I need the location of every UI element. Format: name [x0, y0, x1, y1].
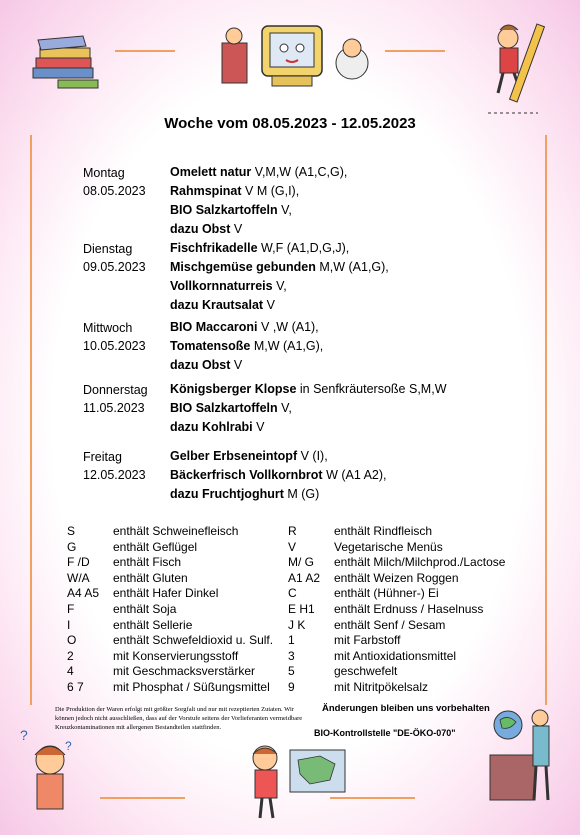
allergen-codes: V — [266, 298, 275, 312]
day-dishes — [170, 380, 447, 437]
legend-code: I — [67, 617, 71, 632]
allergen-codes: V, — [281, 203, 292, 217]
dish-line — [170, 399, 447, 418]
dish-line — [170, 296, 389, 315]
thinking-child-clipart — [15, 720, 85, 815]
dish-name: Tomatensoße — [170, 339, 251, 353]
production-note: Die Produktion der Waren erfolgt mit größter Sorgfalt und nur mit rezeptierten Zutaten. Wir können jedoch nicht ausschließen, dass auf der Vorstufe seitens der Vorlieferanten vermeidbare Kreuzkontaminationen mit allergenen Bestandteilen stattfinden. — [55, 706, 303, 731]
day-date: 08.05.2023 — [83, 184, 146, 198]
legend-row — [288, 602, 505, 618]
dish-name: BIO Salzkartoffeln — [170, 401, 278, 415]
dish-line — [170, 447, 387, 466]
top-rule-right — [385, 50, 445, 52]
legend-row — [67, 633, 273, 649]
allergen-codes: M (G) — [287, 487, 320, 501]
allergen-codes: M,W (A1,G), — [253, 339, 324, 353]
legend-code: 2 — [67, 648, 74, 663]
allergen-codes: V — [233, 358, 243, 372]
legend-text: enthält Schwefeldioxid u. Sulf. — [113, 633, 274, 648]
legend-text: mit Antioxidationsmittel — [334, 648, 457, 663]
legend-code: 3 — [288, 648, 295, 663]
dish-line — [170, 182, 347, 201]
allergen-codes: V — [256, 420, 265, 434]
books-clipart — [28, 28, 108, 98]
dish-name: Gelber Erbseneintopf — [170, 449, 298, 463]
legend-text: enthält Gluten — [113, 570, 188, 585]
bottom-rule-left — [100, 797, 185, 799]
legend-row — [288, 571, 505, 587]
dish-line — [170, 356, 323, 375]
dish-line — [170, 418, 447, 437]
dish-line — [170, 163, 347, 182]
day-date: 09.05.2023 — [83, 260, 146, 274]
legend-left — [67, 524, 273, 696]
allergen-codes: W (A1 A2), — [326, 468, 387, 482]
legend-code: 5 — [288, 664, 295, 679]
legend-text: enthält Soja — [113, 601, 177, 616]
legend-row — [288, 524, 505, 540]
day-dishes — [170, 447, 387, 504]
legend-row — [67, 664, 273, 680]
allergen-codes: V — [233, 222, 243, 236]
day-dishes — [170, 318, 323, 375]
dish-line — [170, 201, 347, 220]
allergen-codes: V (I), — [300, 449, 328, 463]
legend-row — [67, 602, 273, 618]
legend-text: enthält Sellerie — [113, 617, 193, 632]
legend-text: enthält Senf / Sesam — [334, 617, 446, 632]
dish-line — [170, 318, 323, 337]
allergen-codes: V ,W (A1), — [261, 320, 319, 334]
day-name: Freitag — [83, 450, 122, 464]
legend-text: mit Phosphat / Süßungsmittel — [113, 679, 270, 694]
dish-name: dazu Obst — [170, 358, 231, 372]
legend-code: 6 7 — [67, 679, 84, 694]
teacher-globe-clipart — [478, 700, 558, 810]
legend-row — [288, 618, 505, 634]
legend-code: 1 — [288, 633, 295, 648]
legend-code: M/ G — [288, 555, 314, 570]
dish-name: Fischfrikadelle — [170, 241, 258, 255]
legend-row — [67, 680, 273, 696]
allergen-codes: V M (G,I), — [245, 184, 300, 198]
dish-name: dazu Kohlrabi — [170, 420, 253, 434]
legend-text: mit Nitritpökelsalz — [334, 679, 429, 694]
legend-row — [288, 540, 505, 556]
day-label — [83, 241, 146, 275]
legend-row — [67, 649, 273, 665]
legend-row — [288, 664, 505, 680]
legend-text: enthält Schweinefleisch — [113, 524, 239, 538]
dish-name: Königsberger Klopse — [170, 382, 297, 396]
dish-name: Mischgemüse gebunden — [170, 260, 316, 274]
allergen-codes: S,M,W — [409, 382, 447, 396]
legend-text: enthält Rindfleisch — [334, 524, 433, 538]
day-dishes — [170, 239, 389, 315]
allergen-codes: W,F (A1,D,G,J), — [261, 241, 350, 255]
legend-code: F /D — [67, 555, 90, 570]
legend-code: O — [67, 633, 77, 648]
legend-text: mit Farbstoff — [334, 633, 401, 648]
dish-name: BIO Maccaroni — [170, 320, 258, 334]
legend-code: V — [288, 539, 297, 554]
dish-name: dazu Obst — [170, 222, 231, 236]
dish-name: Rahmspinat — [170, 184, 242, 198]
pencil-kid-clipart — [478, 18, 548, 118]
legend-code: E H1 — [288, 601, 315, 616]
legend-text: enthält Milch/Milchprod./Lactose — [334, 555, 506, 570]
legend-row — [67, 524, 273, 540]
legend-code: F — [67, 601, 75, 616]
legend-text: mit Geschmacksverstärker — [113, 664, 256, 679]
legend-code: C — [288, 586, 297, 601]
dish-line — [170, 277, 389, 296]
dish-line — [170, 220, 347, 239]
right-rule — [545, 135, 547, 705]
legend-right — [288, 524, 505, 696]
legend-code: J K — [288, 617, 306, 632]
dish-name: BIO Salzkartoffeln — [170, 203, 278, 217]
legend-row — [67, 586, 273, 602]
day-label — [83, 382, 148, 416]
legend-code: A1 A2 — [288, 570, 321, 585]
dish-line — [170, 485, 387, 504]
dish-line — [170, 337, 323, 356]
legend-text: enthält Fisch — [113, 555, 182, 570]
dish-extra: in Senfkräutersoße — [296, 382, 406, 396]
day-dishes — [170, 163, 347, 239]
dish-line — [170, 380, 447, 399]
legend-code: W/A — [67, 570, 90, 585]
left-rule — [30, 135, 32, 705]
map-boy-clipart — [240, 740, 350, 820]
allergen-codes: V, — [276, 279, 287, 293]
week-title: Woche vom 08.05.2023 - 12.05.2023 — [164, 115, 416, 132]
day-label — [83, 320, 146, 354]
dish-line — [170, 239, 389, 258]
legend-text: mit Konservierungsstoff — [113, 648, 239, 663]
dish-line — [170, 258, 389, 277]
day-date: 11.05.2023 — [83, 401, 145, 415]
day-name: Dienstag — [83, 242, 133, 256]
legend-row — [288, 633, 505, 649]
day-name: Montag — [83, 166, 125, 180]
dish-name: dazu Fruchtjoghurt — [170, 487, 284, 501]
dish-line — [170, 466, 387, 485]
top-rule-left — [115, 50, 175, 52]
legend-text: enthält Erdnuss / Haselnuss — [334, 601, 484, 616]
day-name: Mittwoch — [83, 321, 133, 335]
day-date: 10.05.2023 — [83, 339, 146, 353]
day-name: Donnerstag — [83, 383, 148, 397]
legend-code: S — [67, 524, 76, 538]
legend-code: 4 — [67, 664, 74, 679]
legend-row — [288, 586, 505, 602]
allergen-codes: V,M,W (A1,C,G), — [254, 165, 348, 179]
day-label — [83, 165, 146, 199]
legend-row — [288, 555, 505, 571]
legend-row — [67, 618, 273, 634]
legend-text: Vegetarische Menüs — [334, 539, 443, 554]
legend-code: 9 — [288, 679, 295, 694]
legend-row — [288, 649, 505, 665]
dish-name: dazu Krautsalat — [170, 298, 264, 312]
bio-control-note: BIO-Kontrollstelle "DE-ÖKO-070" — [314, 728, 456, 738]
changes-note: Änderungen bleiben uns vorbehalten — [322, 703, 490, 714]
legend-text: geschwefelt — [334, 664, 398, 679]
day-date: 12.05.2023 — [83, 468, 146, 482]
svg-text:?: ? — [20, 727, 28, 743]
legend-row — [67, 540, 273, 556]
legend-code: A4 A5 — [67, 586, 100, 601]
legend-text: enthält Hafer Dinkel — [113, 586, 219, 601]
legend-code: G — [67, 539, 77, 554]
dish-name: Bäckerfrisch Vollkornbrot — [170, 468, 323, 482]
legend-row — [67, 571, 273, 587]
legend-row — [288, 680, 505, 696]
computer-clipart — [212, 18, 382, 98]
legend-text: enthält Weizen Roggen — [334, 570, 459, 585]
allergen-codes: M,W (A1,G), — [319, 260, 389, 274]
day-label — [83, 449, 146, 483]
allergen-codes: V, — [281, 401, 292, 415]
legend-row — [67, 555, 273, 571]
legend-text: enthält (Hühner-) Ei — [334, 586, 439, 601]
legend-code: R — [288, 524, 297, 538]
dish-name: Omelett natur — [170, 165, 252, 179]
svg-text:?: ? — [65, 739, 72, 753]
dish-name: Vollkornnaturreis — [170, 279, 273, 293]
legend-text: enthält Geflügel — [113, 539, 198, 554]
